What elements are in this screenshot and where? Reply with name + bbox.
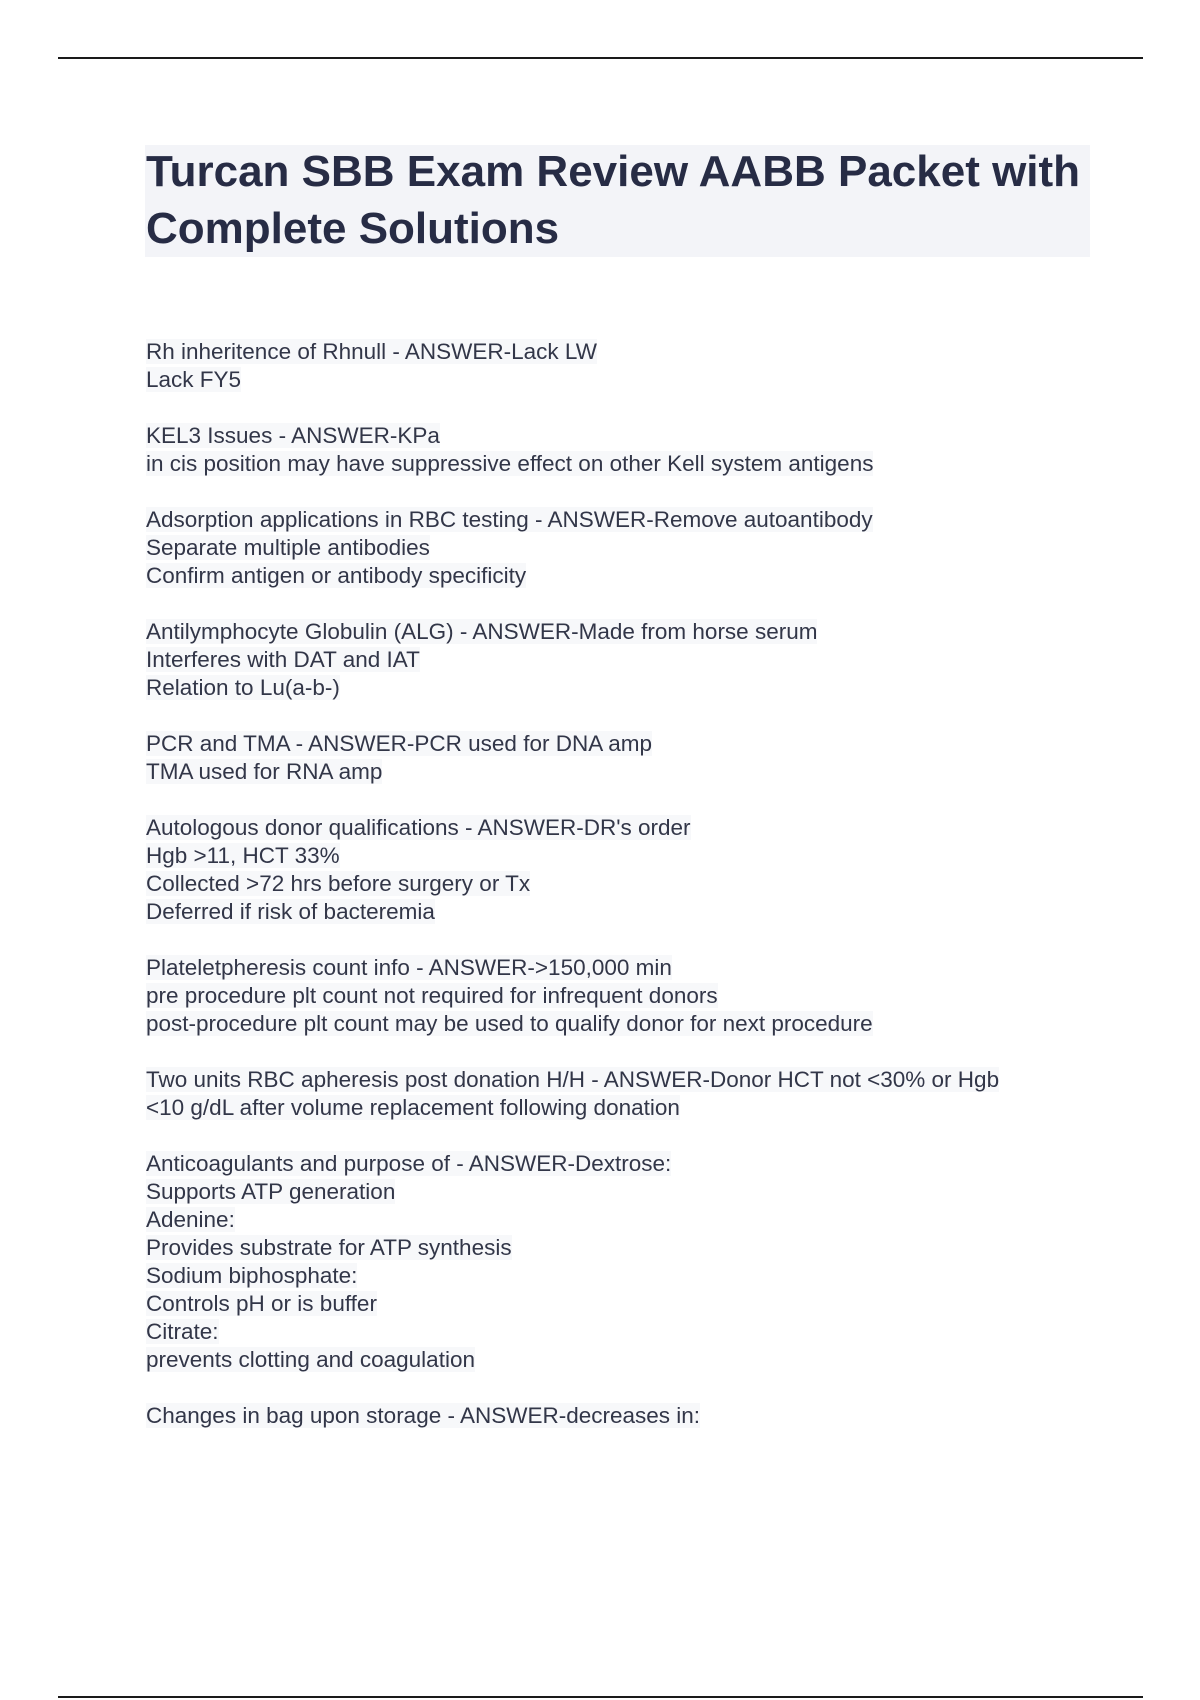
- qa-answer-line: [146, 758, 1076, 786]
- qa-answer-line: [146, 982, 1076, 1010]
- qa-item: [146, 1402, 1076, 1430]
- qa-item: [146, 506, 1076, 590]
- qa-line-text: <10 g/dL after volume replacement following donation: [146, 1095, 680, 1120]
- qa-item: [146, 730, 1076, 786]
- qa-item: [146, 422, 1076, 478]
- qa-answer-line: [146, 1010, 1076, 1038]
- qa-line-text: Lack FY5: [146, 367, 242, 392]
- qa-answer-line: [146, 450, 1076, 478]
- qa-item: [146, 618, 1076, 702]
- qa-line-text: Collected >72 hrs before surgery or Tx: [146, 871, 531, 896]
- qa-item: [146, 954, 1076, 1038]
- qa-line-text: post-procedure plt count may be used to qualify donor for next procedure: [146, 1011, 873, 1036]
- qa-line-text: Controls pH or is buffer: [146, 1291, 377, 1316]
- qa-line-text: TMA used for RNA amp: [146, 759, 383, 784]
- qa-line-text: Two units RBC apheresis post donation H/H - ANSWER-Donor HCT not <30% or Hgb: [146, 1067, 1000, 1092]
- qa-answer-line: [146, 1206, 1076, 1234]
- qa-answer-line: [146, 1290, 1076, 1318]
- qa-line-text: Rh inheritence of Rhnull - ANSWER-Lack LW: [146, 339, 597, 364]
- qa-question-line: [146, 1402, 1076, 1430]
- qa-question-line: [146, 338, 1076, 366]
- qa-line-text: Confirm antigen or antibody specificity: [146, 563, 527, 588]
- document-title: Turcan SBB Exam Review AABB Packet with Complete Solutions: [146, 147, 1081, 253]
- qa-line-text: Relation to Lu(a-b-): [146, 675, 340, 700]
- qa-item: [146, 1150, 1076, 1374]
- top-divider: [58, 57, 1143, 59]
- qa-question-line: [146, 1150, 1076, 1178]
- qa-line-text: Interferes with DAT and IAT: [146, 647, 420, 672]
- qa-question-line: [146, 730, 1076, 758]
- qa-answer-line: [146, 1262, 1076, 1290]
- qa-line-text: prevents clotting and coagulation: [146, 1347, 475, 1372]
- qa-question-line: [146, 814, 1076, 842]
- bottom-divider: [58, 1696, 1143, 1698]
- qa-line-text: Adenine:: [146, 1207, 235, 1232]
- qa-line-text: KEL3 Issues - ANSWER-KPa: [146, 423, 440, 448]
- qa-answer-line: [146, 646, 1076, 674]
- qa-item: [146, 814, 1076, 926]
- qa-line-text: Plateletpheresis count info - ANSWER->150,000 min: [146, 955, 672, 980]
- qa-list: [146, 338, 1076, 1458]
- qa-item: [146, 338, 1076, 394]
- qa-answer-line: [146, 898, 1076, 926]
- qa-answer-line: [146, 1234, 1076, 1262]
- qa-line-text: Deferred if risk of bacteremia: [146, 899, 435, 924]
- qa-answer-line: [146, 870, 1076, 898]
- qa-question-line: [146, 618, 1076, 646]
- qa-line-text: Separate multiple antibodies: [146, 535, 430, 560]
- qa-line-text: Autologous donor qualifications - ANSWER-DR's order: [146, 815, 691, 840]
- qa-line-text: PCR and TMA - ANSWER-PCR used for DNA amp: [146, 731, 652, 756]
- qa-question-line: [146, 954, 1076, 982]
- qa-line-text: Anticoagulants and purpose of - ANSWER-Dextrose:: [146, 1151, 672, 1176]
- qa-line-text: in cis position may have suppressive effect on other Kell system antigens: [146, 451, 874, 476]
- qa-line-text: Supports ATP generation: [146, 1179, 396, 1204]
- qa-answer-line: [146, 1094, 1076, 1122]
- qa-question-line: [146, 422, 1076, 450]
- qa-answer-line: [146, 842, 1076, 870]
- qa-answer-line: [146, 534, 1076, 562]
- qa-answer-line: [146, 366, 1076, 394]
- qa-line-text: Antilymphocyte Globulin (ALG) - ANSWER-Made from horse serum: [146, 619, 818, 644]
- qa-line-text: Citrate:: [146, 1319, 219, 1344]
- qa-question-line: [146, 506, 1076, 534]
- qa-line-text: pre procedure plt count not required for infrequent donors: [146, 983, 718, 1008]
- qa-answer-line: [146, 1318, 1076, 1346]
- qa-line-text: Sodium biphosphate:: [146, 1263, 358, 1288]
- qa-line-text: Changes in bag upon storage - ANSWER-decreases in:: [146, 1403, 701, 1428]
- qa-line-text: Provides substrate for ATP synthesis: [146, 1235, 512, 1260]
- qa-question-line: [146, 1066, 1076, 1094]
- qa-answer-line: [146, 1346, 1076, 1374]
- qa-item: [146, 1066, 1076, 1122]
- qa-answer-line: [146, 1178, 1076, 1206]
- qa-answer-line: [146, 562, 1076, 590]
- qa-line-text: Adsorption applications in RBC testing - ANSWER-Remove autoantibody: [146, 507, 873, 532]
- qa-answer-line: [146, 674, 1076, 702]
- qa-line-text: Hgb >11, HCT 33%: [146, 843, 340, 868]
